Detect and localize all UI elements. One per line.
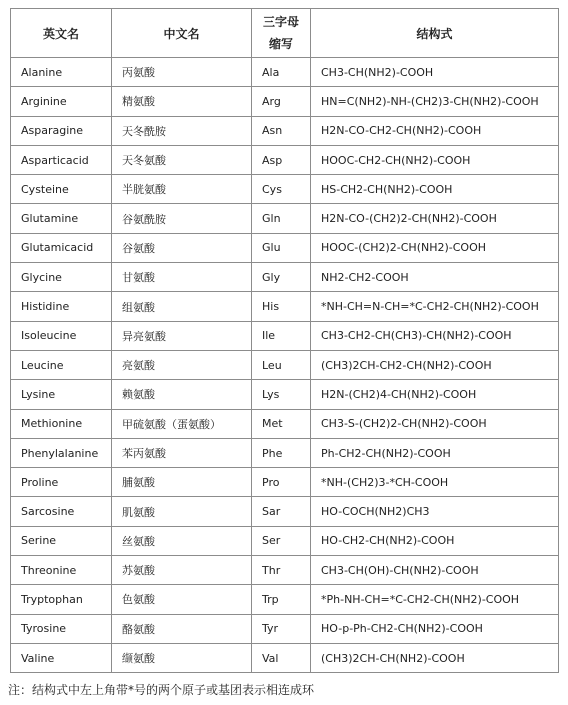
cell-chinese-name: 半胱氨酸 bbox=[112, 175, 252, 204]
cell-abbreviation: Gly bbox=[252, 263, 311, 292]
table-row bbox=[11, 556, 559, 585]
cell-english-name: Valine bbox=[11, 643, 112, 672]
table-row bbox=[11, 263, 559, 292]
cell-abbreviation: Glu bbox=[252, 233, 311, 262]
table-row bbox=[11, 58, 559, 87]
cell-structural-formula: *NH-CH=N-CH=*C-CH2-CH(NH2)-COOH bbox=[311, 292, 559, 321]
cell-english-name: Glutamicacid bbox=[11, 233, 112, 262]
cell-structural-formula: HS-CH2-CH(NH2)-COOH bbox=[311, 175, 559, 204]
table-row bbox=[11, 145, 559, 174]
cell-structural-formula: H2N-(CH2)4-CH(NH2)-COOH bbox=[311, 380, 559, 409]
cell-structural-formula: (CH3)2CH-CH(NH2)-COOH bbox=[311, 643, 559, 672]
cell-chinese-name: 谷氨酸 bbox=[112, 233, 252, 262]
cell-abbreviation: Phe bbox=[252, 438, 311, 467]
cell-chinese-name: 组氨酸 bbox=[112, 292, 252, 321]
table-row bbox=[11, 350, 559, 379]
cell-structural-formula: HOOC-(CH2)2-CH(NH2)-COOH bbox=[311, 233, 559, 262]
header-structural-formula: 结构式 bbox=[311, 9, 559, 58]
cell-english-name: Tryptophan bbox=[11, 585, 112, 614]
cell-chinese-name: 丙氨酸 bbox=[112, 58, 252, 87]
cell-chinese-name: 亮氨酸 bbox=[112, 350, 252, 379]
cell-structural-formula: H2N-CO-CH2-CH(NH2)-COOH bbox=[311, 116, 559, 145]
cell-chinese-name: 甘氨酸 bbox=[112, 263, 252, 292]
cell-abbreviation: His bbox=[252, 292, 311, 321]
header-chinese-name: 中文名 bbox=[112, 9, 252, 58]
cell-abbreviation: Thr bbox=[252, 556, 311, 585]
cell-structural-formula: HO-COCH(NH2)CH3 bbox=[311, 497, 559, 526]
table-row bbox=[11, 438, 559, 467]
cell-chinese-name: 天冬氨酸 bbox=[112, 145, 252, 174]
header-abbreviation-line1: 三字母 bbox=[262, 15, 299, 29]
cell-structural-formula: CH3-S-(CH2)2-CH(NH2)-COOH bbox=[311, 409, 559, 438]
cell-abbreviation: Ala bbox=[252, 58, 311, 87]
amino-acid-table-container bbox=[10, 8, 558, 673]
table-row bbox=[11, 204, 559, 233]
cell-structural-formula: HO-CH2-CH(NH2)-COOH bbox=[311, 526, 559, 555]
cell-abbreviation: Lys bbox=[252, 380, 311, 409]
table-row bbox=[11, 409, 559, 438]
table-row bbox=[11, 497, 559, 526]
header-abbreviation-line2: 缩写 bbox=[268, 37, 293, 51]
cell-english-name: Glycine bbox=[11, 263, 112, 292]
table-row bbox=[11, 87, 559, 116]
cell-abbreviation: Leu bbox=[252, 350, 311, 379]
cell-chinese-name: 苏氨酸 bbox=[112, 556, 252, 585]
cell-structural-formula: CH3-CH(NH2)-COOH bbox=[311, 58, 559, 87]
header-row bbox=[11, 9, 559, 58]
cell-structural-formula: HO-p-Ph-CH2-CH(NH2)-COOH bbox=[311, 614, 559, 643]
cell-abbreviation: Val bbox=[252, 643, 311, 672]
cell-english-name: Proline bbox=[11, 468, 112, 497]
table-body bbox=[11, 58, 559, 673]
cell-abbreviation: Pro bbox=[252, 468, 311, 497]
table-row bbox=[11, 526, 559, 555]
cell-english-name: Glutamine bbox=[11, 204, 112, 233]
cell-chinese-name: 缬氨酸 bbox=[112, 643, 252, 672]
table-header bbox=[11, 9, 559, 58]
cell-abbreviation: Arg bbox=[252, 87, 311, 116]
cell-english-name: Asparagine bbox=[11, 116, 112, 145]
cell-chinese-name: 丝氨酸 bbox=[112, 526, 252, 555]
cell-structural-formula: Ph-CH2-CH(NH2)-COOH bbox=[311, 438, 559, 467]
cell-abbreviation: Sar bbox=[252, 497, 311, 526]
footnote: 注：结构式中左上角带*号的两个原子或基团表示相连成环 bbox=[8, 683, 315, 697]
cell-chinese-name: 甲硫氨酸（蛋氨酸） bbox=[112, 409, 252, 438]
cell-structural-formula: *Ph-NH-CH=*C-CH2-CH(NH2)-COOH bbox=[311, 585, 559, 614]
cell-structural-formula: H2N-CO-(CH2)2-CH(NH2)-COOH bbox=[311, 204, 559, 233]
cell-chinese-name: 脯氨酸 bbox=[112, 468, 252, 497]
cell-english-name: Sarcosine bbox=[11, 497, 112, 526]
table-row bbox=[11, 233, 559, 262]
cell-english-name: Cysteine bbox=[11, 175, 112, 204]
cell-abbreviation: Ile bbox=[252, 321, 311, 350]
cell-structural-formula: HOOC-CH2-CH(NH2)-COOH bbox=[311, 145, 559, 174]
cell-chinese-name: 谷氨酰胺 bbox=[112, 204, 252, 233]
cell-structural-formula: (CH3)2CH-CH2-CH(NH2)-COOH bbox=[311, 350, 559, 379]
cell-english-name: Methionine bbox=[11, 409, 112, 438]
table-row bbox=[11, 643, 559, 672]
cell-abbreviation: Cys bbox=[252, 175, 311, 204]
header-english-name: 英文名 bbox=[11, 9, 112, 58]
table-row bbox=[11, 116, 559, 145]
cell-chinese-name: 异亮氨酸 bbox=[112, 321, 252, 350]
cell-chinese-name: 酪氨酸 bbox=[112, 614, 252, 643]
table-row bbox=[11, 380, 559, 409]
cell-english-name: Serine bbox=[11, 526, 112, 555]
cell-abbreviation: Met bbox=[252, 409, 311, 438]
cell-english-name: Phenylalanine bbox=[11, 438, 112, 467]
cell-english-name: Alanine bbox=[11, 58, 112, 87]
cell-english-name: Leucine bbox=[11, 350, 112, 379]
table-row bbox=[11, 321, 559, 350]
cell-english-name: Asparticacid bbox=[11, 145, 112, 174]
cell-structural-formula: HN=C(NH2)-NH-(CH2)3-CH(NH2)-COOH bbox=[311, 87, 559, 116]
cell-english-name: Histidine bbox=[11, 292, 112, 321]
cell-chinese-name: 肌氨酸 bbox=[112, 497, 252, 526]
amino-acid-table bbox=[10, 8, 559, 673]
cell-structural-formula: CH3-CH(OH)-CH(NH2)-COOH bbox=[311, 556, 559, 585]
cell-abbreviation: Asn bbox=[252, 116, 311, 145]
cell-structural-formula: CH3-CH2-CH(CH3)-CH(NH2)-COOH bbox=[311, 321, 559, 350]
table-row bbox=[11, 585, 559, 614]
table-row bbox=[11, 292, 559, 321]
cell-english-name: Arginine bbox=[11, 87, 112, 116]
table-row bbox=[11, 468, 559, 497]
cell-structural-formula: NH2-CH2-COOH bbox=[311, 263, 559, 292]
cell-abbreviation: Gln bbox=[252, 204, 311, 233]
table-row bbox=[11, 175, 559, 204]
table-row bbox=[11, 614, 559, 643]
cell-structural-formula: *NH-(CH2)3-*CH-COOH bbox=[311, 468, 559, 497]
cell-chinese-name: 色氨酸 bbox=[112, 585, 252, 614]
cell-chinese-name: 天冬酰胺 bbox=[112, 116, 252, 145]
cell-english-name: Lysine bbox=[11, 380, 112, 409]
cell-english-name: Threonine bbox=[11, 556, 112, 585]
cell-chinese-name: 赖氨酸 bbox=[112, 380, 252, 409]
cell-english-name: Tyrosine bbox=[11, 614, 112, 643]
cell-chinese-name: 精氨酸 bbox=[112, 87, 252, 116]
cell-abbreviation: Asp bbox=[252, 145, 311, 174]
cell-abbreviation: Tyr bbox=[252, 614, 311, 643]
cell-english-name: Isoleucine bbox=[11, 321, 112, 350]
cell-chinese-name: 苯丙氨酸 bbox=[112, 438, 252, 467]
cell-abbreviation: Ser bbox=[252, 526, 311, 555]
header-abbreviation bbox=[252, 9, 311, 58]
cell-abbreviation: Trp bbox=[252, 585, 311, 614]
